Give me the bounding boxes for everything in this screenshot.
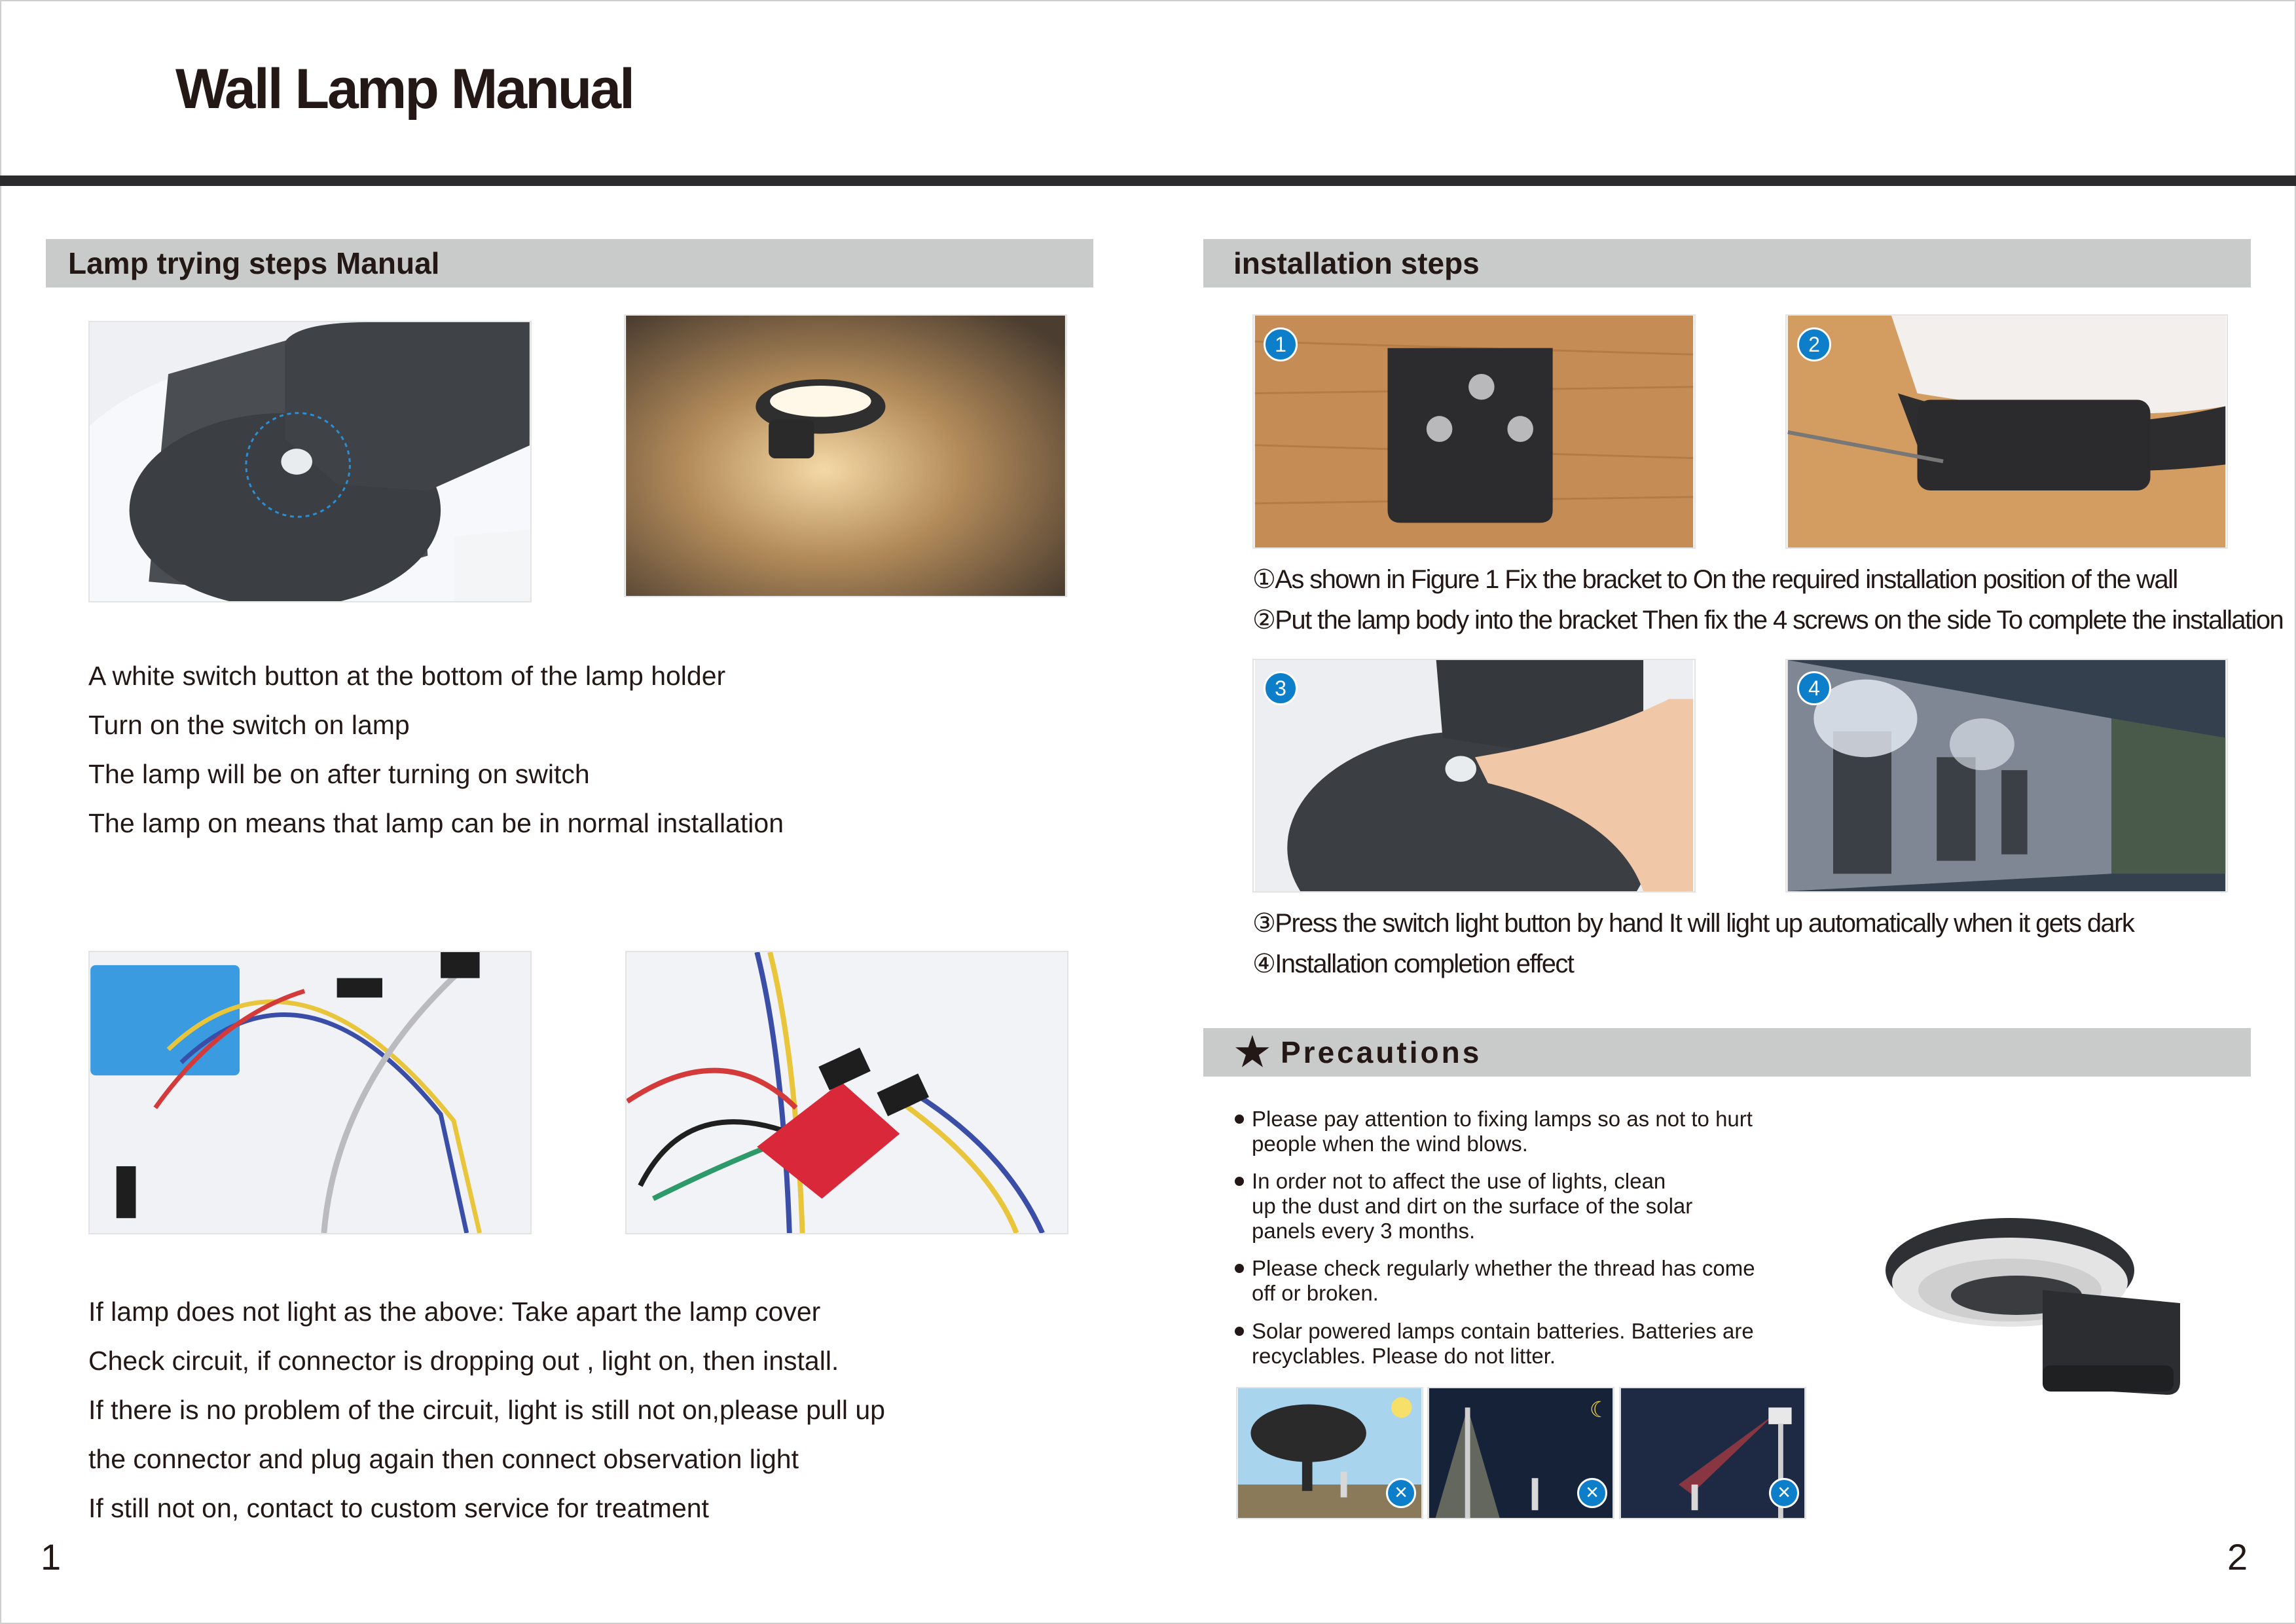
step-caption: ①As shown in Figure 1 Fix the bracket to On the required installation position of the wall [1252, 565, 2178, 594]
troubleshoot-line: If there is no problem of the circuit, light is still not on,please pull up [88, 1395, 885, 1425]
precaution-line: Solar powered lamps contain batteries. Batteries are [1252, 1319, 1754, 1343]
lit-lamp-photo [624, 314, 1067, 597]
bullet-dot [1235, 1264, 1244, 1273]
precaution-line: In order not to affect the use of lights, clean [1252, 1169, 1666, 1193]
switch-button-photo [88, 321, 532, 602]
troubleshoot-line: Check circuit, if connector is dropping out , light on, then install. [88, 1346, 839, 1376]
precaution-item [1252, 1107, 1753, 1156]
page-number-right: 2 [2227, 1536, 2248, 1578]
troubleshoot-line: If still not on, contact to custom service for treatment [88, 1493, 709, 1523]
precaution-line: Please pay attention to fixing lamps so as not to hurt [1252, 1107, 1753, 1131]
step-caption: ③Press the switch light button by hand It will light up automatically when it gets dark [1252, 909, 2134, 938]
wall-lamp-product-image [1879, 1192, 2193, 1401]
left-section-bar [46, 239, 1093, 287]
header-rule [0, 175, 2296, 186]
precautions-bar [1203, 1028, 2251, 1077]
left-section-title: Lamp trying steps Manual [68, 246, 440, 280]
precaution-line: up the dust and dirt on the surface of the solar [1252, 1194, 1693, 1218]
precaution-item [1252, 1319, 1754, 1369]
intro-line: The lamp will be on after turning on switch [88, 759, 590, 789]
bullet-dot [1235, 1115, 1244, 1124]
step-badge-1: 1 [1264, 327, 1298, 361]
precaution-line: people when the wind blows. [1252, 1132, 1528, 1156]
intro-line: Turn on the switch on lamp [88, 710, 410, 740]
step-badge-4: 4 [1797, 671, 1831, 705]
precaution-line: recyclables. Please do not litter. [1252, 1344, 1556, 1368]
step-caption: ④Installation completion effect [1252, 950, 1574, 978]
star-icon: ★ [1235, 1030, 1270, 1074]
right-section-title: installation steps [1233, 246, 1480, 280]
precaution-item [1252, 1169, 1692, 1244]
step-badge-2: 2 [1797, 327, 1831, 361]
step-caption: ②Put the lamp body into the bracket Then fix the 4 screws on the side To complete the installation [1252, 606, 2284, 635]
right-section-bar [1203, 239, 2251, 287]
svg-text:☾: ☾ [1589, 1397, 1609, 1423]
step-3-press-button-photo [1252, 659, 1696, 893]
control-board-photo [625, 951, 1068, 1234]
page-title: Wall Lamp Manual [175, 58, 633, 120]
precautions-title: Precautions [1281, 1035, 1482, 1069]
prohibited-icon: × [1769, 1478, 1799, 1508]
precaution-item [1252, 1256, 1755, 1306]
step-4-installed-effect-photo [1785, 659, 2228, 893]
prohibited-icon: × [1577, 1478, 1607, 1508]
bullet-dot [1235, 1327, 1244, 1336]
precaution-line: Please check regularly whether the thread has come [1252, 1256, 1755, 1280]
troubleshoot-line: the connector and plug again then connect observation light [88, 1444, 799, 1474]
intro-line: A white switch button at the bottom of the lamp holder [88, 661, 726, 691]
step-badge-3: 3 [1264, 671, 1298, 705]
troubleshoot-line: If lamp does not light as the above: Take apart the lamp cover [88, 1297, 821, 1327]
prohibited-icon: × [1386, 1478, 1416, 1508]
step-1-bracket-photo [1252, 314, 1696, 549]
precaution-line: panels every 3 months. [1252, 1219, 1476, 1243]
page-number-left: 1 [41, 1536, 62, 1578]
battery-wiring-photo [88, 951, 532, 1234]
step-2-screw-photo [1785, 314, 2228, 549]
bullet-dot [1235, 1177, 1244, 1186]
precaution-line: off or broken. [1252, 1281, 1379, 1305]
intro-line: The lamp on means that lamp can be in normal installation [88, 808, 784, 838]
